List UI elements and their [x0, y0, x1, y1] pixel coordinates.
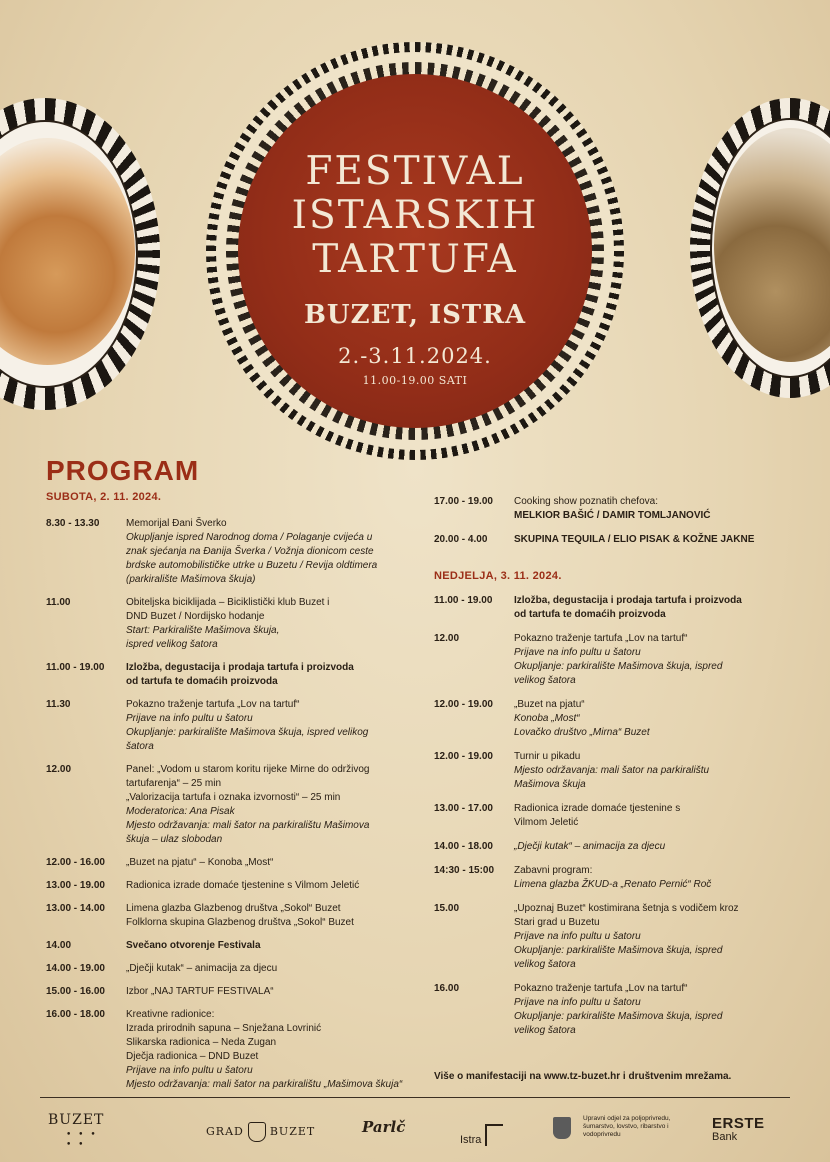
event-time: 12.00 - 19.00 [434, 699, 493, 710]
schedule-row [434, 982, 830, 1038]
event-description-line: Izložba, degustacija i prodaja tartufa i proizvoda [514, 595, 742, 606]
decorative-plate-left [0, 98, 160, 410]
event-description-line: velikog šatora [514, 675, 576, 686]
event-description-line: Prijave na info pultu u šatoru [514, 997, 641, 1008]
event-description-line: Izložba, degustacija i prodaja tartufa i proizvoda [126, 662, 354, 673]
event-description-line: Folklorna skupina Glazbenog društva „Sokol“ Buzet [126, 917, 354, 928]
event-description-line: Vilmom Jeletić [514, 817, 579, 828]
event-description-line: Stari grad u Buzetu [514, 917, 600, 928]
event-description-line: tartufarenja“ – 25 min [126, 778, 222, 789]
event-description-line: „Buzet na pjatu“ [514, 699, 585, 710]
event-time: 11.30 [46, 699, 71, 710]
schedule-row [434, 802, 830, 830]
event-description-line: Mjesto održavanja: mali šator na parkiralištu [514, 765, 710, 776]
event-time: 11.00 [46, 597, 71, 608]
schedule-row [434, 632, 830, 688]
more-info-text: Više o manifestaciji na www.tz-buzet.hr i društvenim mrežama. [434, 1071, 732, 1082]
erste-bank-logo: ERSTE Bank [712, 1115, 765, 1143]
event-time: 11.00 - 19.00 [46, 662, 105, 673]
istra-logo: Istra [460, 1124, 503, 1146]
event-description-line: Radionica izrade domaće tjestenine s [514, 803, 681, 814]
schedule-row [434, 698, 830, 740]
event-description-line: Cooking show poznatih chefova: [514, 496, 658, 507]
event-description-line: Okupljanje ispred Narodnog doma / Polaganje cvijeća u [126, 532, 373, 543]
schedule-row [46, 1008, 486, 1092]
parlc-logo: Parlč [362, 1118, 406, 1136]
event-description-line: velikog šatora [514, 959, 576, 970]
event-description-line: Dječja radionica – DND Buzet [126, 1051, 259, 1062]
schedule-row [46, 939, 486, 953]
event-description-line: Prijave na info pultu u šatoru [126, 713, 253, 724]
title-line-1: FESTIVAL [305, 149, 525, 194]
event-description-line: Pokazno traženje tartufa „Lov na tartuf“ [514, 983, 688, 994]
event-time: 16.00 [434, 983, 460, 994]
event-description-line: Okupljanje: parkiralište Mašimova škuja, ispred [514, 661, 723, 672]
title-line-2: ISTARSKIH [291, 193, 539, 238]
event-description-line: „Dječji kutak“ – animacija za djecu [514, 841, 666, 852]
event-time: 12.00 [46, 764, 72, 775]
event-description-line: Moderatorica: Ana Pisak [126, 806, 235, 817]
crest-icon [248, 1122, 266, 1142]
event-description-line: od tartufa te domaćih proizvoda [514, 609, 666, 620]
festival-dates: 2.-3.11.2024. [338, 344, 492, 368]
schedule-row [434, 495, 830, 523]
event-description-line: Kreativne radionice: [126, 1009, 215, 1020]
event-description-line: Prijave na info pultu u šatoru [514, 931, 641, 942]
event-description-line: brdske automobilističke utrke u Buzetu / Revija oldtimera [126, 560, 378, 571]
schedule-row [46, 985, 486, 999]
schedule-row [434, 533, 830, 547]
event-time: 15.00 - 16.00 [46, 986, 105, 997]
decorative-plate-right [690, 98, 830, 398]
event-description-line: Obiteljska biciklijada – Biciklistički klub Buzet i [126, 597, 330, 608]
event-time: 17.00 - 19.00 [434, 496, 493, 507]
schedule-row [46, 698, 486, 754]
program-heading: PROGRAM [46, 455, 200, 486]
location: BUZET, ISTRA [303, 300, 527, 330]
event-description-line: Lovačko društvo „Mirna“ Buzet [514, 727, 650, 738]
footer-divider [40, 1097, 790, 1098]
saturday-heading: SUBOTA, 2. 11. 2024. [46, 491, 162, 503]
schedule-row [434, 750, 830, 792]
event-description-line: Zabavni program: [514, 865, 593, 876]
event-description-line: Pokazno traženje tartufa „Lov na tartuf“ [514, 633, 688, 644]
event-description-line: Radionica izrade domaće tjestenine s Vilmom Jeletić [126, 880, 360, 891]
schedule-row [434, 902, 830, 972]
event-description-line: Mjesto održavanja: mali šator na parkiralištu „Mašimova škuja“ [126, 1079, 403, 1090]
event-description-line: „Valorizacija tartufa i oznaka izvornosti“ – 25 min [126, 792, 341, 803]
schedule-row [46, 879, 486, 893]
event-description-line: SKUPINA TEQUILA / ELIO PISAK & KOŽNE JAKNE [514, 534, 755, 545]
event-description-line: ispred velikog šatora [126, 639, 218, 650]
event-description-line: Panel: „Vodom u starom koritu rijeke Mirne do održivog [126, 764, 370, 775]
schedule-row [434, 864, 830, 892]
event-description-line: Memorijal Đani Šverko [126, 518, 227, 529]
event-time: 14:30 - 15:00 [434, 865, 495, 876]
event-time: 12.00 - 19.00 [434, 751, 493, 762]
event-description-line: Limena glazba Glazbenog društva „Sokol“ Buzet [126, 903, 341, 914]
event-description-line: Izbor „NAJ TARTUF FESTIVALA“ [126, 986, 274, 997]
event-time: 8.30 - 13.30 [46, 518, 100, 529]
schedule-row [46, 856, 486, 870]
event-description-line: Prijave na info pultu u šatoru [514, 647, 641, 658]
grad-buzet-logo: GRAD BUZET [206, 1122, 315, 1142]
event-time: 14.00 - 18.00 [434, 841, 493, 852]
event-time: 12.00 - 16.00 [46, 857, 105, 868]
schedule-row [46, 596, 486, 652]
festival-hours: 11.00-19.00 SATI [362, 374, 468, 387]
event-time: 14.00 - 19.00 [46, 963, 105, 974]
event-description-line: Mašimova škuja [514, 779, 586, 790]
schedule-row [46, 517, 486, 587]
event-description-line: Mjesto održavanja: mali šator na parkiralištu Mašimova [126, 820, 370, 831]
event-description-line: znak sjećanja na Đanija Šverka / Vožnja dionicom ceste [126, 546, 374, 557]
event-description-line: Okupljanje: parkiralište Mašimova škuja, ispred [514, 945, 723, 956]
event-time: 12.00 [434, 633, 460, 644]
event-description-line: „Dječji kutak“ – animacija za djecu [126, 963, 278, 974]
event-description-line: (parkiralište Mašimova škuja) [126, 574, 256, 585]
event-description-line: Okupljanje: parkiralište Mašimova škuja, ispred velikog [126, 727, 369, 738]
event-time: 13.00 - 17.00 [434, 803, 493, 814]
schedule-row [46, 902, 486, 930]
event-description-line: „Upoznaj Buzet“ kostimirana šetnja s vodičem kroz [514, 903, 739, 914]
event-description-line: DND Buzet / Nordijsko hodanje [126, 611, 265, 622]
event-description-line: Pokazno traženje tartufa „Lov na tartuf“ [126, 699, 300, 710]
event-description-line: MELKIOR BAŠIĆ / DAMIR TOMLJANOVIĆ [514, 510, 711, 521]
event-description-line: Okupljanje: parkiralište Mašimova škuja, ispred [514, 1011, 723, 1022]
event-description-line: Start: Parkiralište Mašimova škuja, [126, 625, 280, 636]
event-description-line: Prijave na info pultu u šatoru [126, 1065, 253, 1076]
event-description-line: Konoba „Most“ [514, 713, 580, 724]
schedule-row [46, 763, 486, 847]
schedule-row [434, 594, 830, 622]
event-description-line: škuja – ulaz slobodan [126, 834, 223, 845]
schedule-row [46, 962, 486, 976]
event-time: 16.00 - 18.00 [46, 1009, 105, 1020]
event-description-line: od tartufa te domaćih proizvoda [126, 676, 278, 687]
schedule-row [46, 661, 486, 689]
event-description-line: Svečano otvorenje Festivala [126, 940, 261, 951]
sunday-heading: NEDJELJA, 3. 11. 2024. [434, 570, 562, 582]
event-time: 15.00 [434, 903, 460, 914]
event-description-line: Turnir u pikadu [514, 751, 581, 762]
event-time: 14.00 [46, 940, 72, 951]
event-description-line: Limena glazba ŽKUD-a „Renato Pernić“ Roč [514, 879, 712, 890]
event-time: 13.00 - 14.00 [46, 903, 105, 914]
event-description-line: „Buzet na pjatu“ – Konoba „Most“ [126, 857, 274, 868]
title-line-3: TARTUFA [312, 237, 518, 282]
event-time: 13.00 - 19.00 [46, 880, 105, 891]
event-description-line: velikog šatora [514, 1025, 576, 1036]
goat-icon [485, 1124, 503, 1146]
schedule-row [434, 840, 830, 854]
event-description-line: šatora [126, 741, 154, 752]
buzet-tourism-logo: BUZET • • • • • [48, 1112, 105, 1150]
festival-medallion [206, 42, 624, 460]
shield-icon [553, 1117, 571, 1139]
event-time: 11.00 - 19.00 [434, 595, 493, 606]
event-time: 20.00 - 4.00 [434, 534, 488, 545]
event-description-line: Izrada prirodnih sapuna – Snježana Lovrinić [126, 1023, 322, 1034]
event-description-line: Slikarska radionica – Neda Zugan [126, 1037, 277, 1048]
